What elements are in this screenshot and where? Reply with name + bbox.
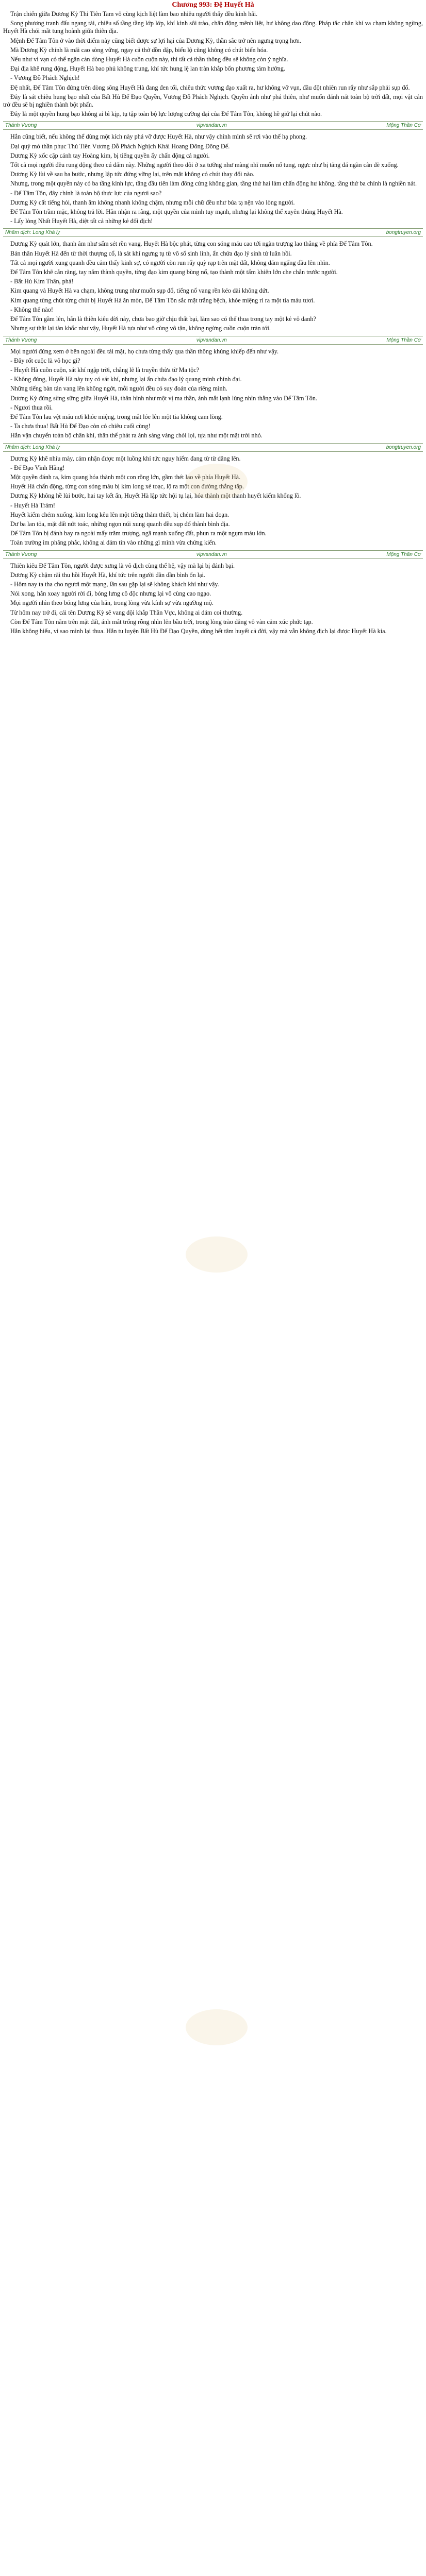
paragraph: Dương Kỳ khẽ nhíu mày, cảm nhận được một luồng khí tức nguy hiểm đang từ từ dâng lên. xyxy=(10,454,241,462)
watermark-logo xyxy=(186,464,248,500)
paragraph: Đế Tâm Tôn khẽ cắn răng, tay nắm thành quyền, từng đạo kim quang bùng nổ, tạo thành một tấm khiên lớn che chắn trước người. xyxy=(10,268,338,276)
paragraph: Dương Kỳ cất tiếng hỏi, thanh âm không nhanh không chậm, nhưng mỗi chữ đều như búa tạ nện vào lòng người. xyxy=(10,198,295,206)
source-divider xyxy=(3,228,423,237)
paragraph: Dương Kỳ lùi về sau ba bước, nhưng lập tức đứng vững lại, trên mặt không có chút thay đổi nào. xyxy=(10,171,255,178)
paragraph: Hắn không hiểu, vì sao mình lại thua. Hắn tu luyện Bất Hủ Đế Đạo Quyền, dùng hết tâm huyết cả đời, vậy mà vẫn không địch lại được Huyết Hà kia. xyxy=(10,627,387,635)
divider-center: vipvandan.vn xyxy=(196,551,227,557)
paragraph: Từ hôm nay trở đi, cái tên Dương Kỳ sẽ vang dội khắp Thần Vực, không ai dám coi thường. xyxy=(10,608,243,616)
paragraph: Tất cả mọi người xung quanh đều cảm thấy kinh sợ, có người còn run rẩy quỳ rạp trên mặt đất, không dám ngẩng đầu lên nhìn. xyxy=(10,259,330,266)
paragraph: Còn Đế Tâm Tôn nằm trên mặt đất, ánh mắt trống rỗng nhìn lên bầu trời, trong lòng trào dâng vô vàn cảm xúc phức tạp. xyxy=(10,618,313,625)
paragraph: Toàn trường im phăng phắc, không ai dám tin vào những gì mình vừa chứng kiến. xyxy=(10,539,217,547)
paragraph: Nhưng sự thật lại tàn khốc như vậy, Huyết Hà tựa như vô cùng vô tận, không ngừng cuồn cuộn tràn tới. xyxy=(10,325,271,332)
chapter-title: Chương 993: Đệ Huyết Hà xyxy=(172,1,254,9)
source-divider xyxy=(3,336,423,345)
divider-left: Thánh Vương xyxy=(5,551,37,557)
paragraph: Nhưng, trong một quyền này có ba tầng kình lực, tầng đầu tiên làm đông cứng không gian, tầng thứ hai làm chấn động hư không, tầng thứ ba chính là nghiền nát. xyxy=(10,180,417,188)
paragraph: Huyết kiếm chém xuống, kim long kêu lên một tiếng thảm thiết, bị chém làm hai đoạn. xyxy=(10,511,230,518)
divider-right: Mộng Thần Cơ xyxy=(386,337,421,343)
paragraph: Đế Tâm Tôn gầm lên, hắn là thiên kiêu đời này, chưa bao giờ chịu thất bại, làm sao có thể thua trong tay một kẻ vô danh? xyxy=(10,315,316,323)
paragraph: Kim quang từng chút từng chút bị Huyết Hà ăn mòn, Đế Tâm Tôn sắc mặt trắng bệch, khóe miệng rỉ ra một tia máu tươi. xyxy=(10,296,315,304)
paragraph: Mọi người đứng xem ở bên ngoài đều tái mặt, họ chưa từng thấy qua thần thông khủng khiếp đến như vậy. xyxy=(10,347,279,355)
chapter-content xyxy=(3,10,423,635)
paragraph: Đế Tâm Tôn lau vệt máu nơi khóe miệng, trong mắt lóe lên một tia không cam lòng. xyxy=(10,413,223,420)
paragraph: Đại quý mở thần phục Thủ Tiên Vương Đỗ Phách Nghịch Khải Hoang Đông Đông Đế. xyxy=(10,142,230,150)
paragraph: - Đây rốt cuộc là võ học gì? xyxy=(10,357,80,364)
paragraph: Mà Dương Kỳ chính là mãi cao sòng vững, ngay cả thở dồn dập, biểu lộ cũng không có chút biến hóa. xyxy=(10,46,268,54)
paragraph: Nếu như vì vạn có thể ngăn cản dòng Huyết Hà cuồn cuộn này, thì tất cả thần thông đều sẽ không còn ý nghĩa. xyxy=(10,56,288,63)
paragraph: Trận chiến giữa Dương Kỳ Thi Tiên Tam vô cùng kịch liệt làm bao nhiêu người thấy đều kinh hãi. xyxy=(10,10,258,18)
paragraph: Dư ba lan tỏa, mặt đất nứt toác, những ngọn núi xung quanh đều sụp đổ thành bình địa. xyxy=(10,520,230,528)
paragraph: - Ta chưa thua! Bất Hủ Đế Đạo còn có chiêu cuối cùng! xyxy=(10,422,151,430)
paragraph: - Vương Đỗ Phách Nghịch! xyxy=(10,74,80,82)
divider-right: bongtruyen.org xyxy=(386,444,421,450)
paragraph: Song phương tranh đấu ngang tài, chiêu số tầng tầng lớp lớp, khí kình sôi trào, chấn động mênh liệt, hư không dao động. Pháp tắc chân khí va chạm không ngừng, Huyết Hà chói mắt tung hoành giữa thiên địa. xyxy=(3,20,423,35)
paragraph: Dương Kỳ đứng sừng sững giữa Huyết Hà, thân hình như một vị ma thần, ánh mắt lạnh lùng nhìn thẳng vào Đế Tâm Tôn. xyxy=(10,394,318,402)
paragraph: - Không thể nào! xyxy=(10,306,53,313)
divider-right: Mộng Thần Cơ xyxy=(386,123,421,129)
paragraph: Đại địa khẽ rung động, Huyết Hà bao phủ không trung, khí tức hung lệ lan tràn khắp bốn phương tám hướng. xyxy=(10,65,285,73)
divider-right: Mộng Thần Cơ xyxy=(386,551,421,557)
paragraph: Đây là một quyền hung bạo không ai bì kịp, tụ tập toàn bộ lực lượng cường đại của Đế Tâm Tôn, không hề giữ lại chút nào. xyxy=(10,110,322,118)
paragraph: Tốt cả mọi người đều rung động theo cú đấm này. Những người theo dõi ở xa tưởng như màng nhĩ muốn nổ tung, ngực như bị tảng đá ngàn cân đè xuống. xyxy=(10,161,399,169)
source-divider xyxy=(3,550,423,559)
paragraph: Đế Tâm Tôn bị đánh bay ra ngoài mấy trăm trượng, ngã mạnh xuống đất, phun ra một ngụm máu lớn. xyxy=(10,530,267,537)
paragraph: Dương Kỳ xốc cặp cánh tay Hoàng kim, bị tiếng quyền ấy chấn động cả người. xyxy=(10,151,210,159)
paragraph: Mọi người nhìn theo bóng lưng của hắn, trong lòng vừa kính sợ vừa ngưỡng mộ. xyxy=(10,599,214,607)
paragraph: Một quyền đánh ra, kim quang hóa thành một con rồng lớn, gầm thét lao về phía Huyết Hà. xyxy=(10,473,241,481)
paragraph: - Huyết Hà cuồn cuộn, sát khí ngập trời, chẳng lẽ là truyền thừa từ Ma tộc? xyxy=(10,366,200,374)
divider-left: Nhâm dịch: Long Khá lỵ xyxy=(5,444,60,450)
paragraph: Dương Kỳ quát lớn, thanh âm như sấm sét rền vang. Huyết Hà bộc phát, từng con sóng máu cao tới ngàn trượng lao thẳng về phía Đế Tâm Tôn. xyxy=(10,240,373,248)
paragraph: - Hôm nay ta tha cho ngươi một mạng, lần sau gặp lại sẽ không khách khí như vậy. xyxy=(10,580,219,588)
paragraph: Dương Kỳ chậm rãi thu hồi Huyết Hà, khí tức trên người dần dần bình ổn lại. xyxy=(10,571,205,579)
source-divider xyxy=(3,443,423,452)
divider-left: Thánh Vương xyxy=(5,123,37,129)
watermark-logo xyxy=(186,1236,248,1273)
paragraph: Bản thân Huyết Hà đến từ thời thượng cổ, là sát khí ngưng tụ từ vô số sinh linh, ẩn chứa đạo lý sinh tử luân hồi. xyxy=(10,249,292,257)
paragraph: - Không đúng, Huyết Hà này tuy có sát khí, nhưng lại ẩn chứa đạo lý quang minh chính đại. xyxy=(10,376,242,383)
paragraph: - Huyết Hà Trảm! xyxy=(10,501,55,509)
paragraph: Thiên kiêu Đế Tâm Tôn, người được xưng là vô địch cùng thế hệ, vậy mà lại bị đánh bại. xyxy=(10,562,235,569)
paragraph: Đệ nhất, Đế Tâm Tôn đứng trên dòng sông Huyết Hà đang đen tối, chiêu thức vương đạo xuất ra, hư không vỡ vụn, đầu đột nhiên run rẩy như sắp phải sụp đổ. xyxy=(10,83,410,91)
paragraph: Nói xong, hắn xoay người rời đi, bóng lưng cô độc nhưng lại vô cùng cao ngạo. xyxy=(10,590,211,598)
divider-left: Nhâm dịch: Long Khá lỵ xyxy=(5,230,60,236)
divider-center: vipvandan.vn xyxy=(196,123,227,129)
paragraph: Huyết Hà chấn động, từng con sóng máu bị kim long xé toạc, lộ ra một con đường thẳng tắp. xyxy=(10,483,244,490)
paragraph: - Bất Hủ Kim Thân, phá! xyxy=(10,278,74,285)
paragraph: Đế Tâm Tôn trầm mặc, không trả lời. Hắn nhận ra rằng, một quyền của mình tuy mạnh, nhưng lại không thể xuyên thủng Huyết Hà. xyxy=(10,208,343,216)
paragraph: - Ngươi thua rồi. xyxy=(10,403,53,411)
divider-right: bongtruyen.org xyxy=(386,230,421,236)
watermark-logo xyxy=(186,2009,248,2045)
divider-left: Thánh Vương xyxy=(5,337,37,343)
paragraph: - Đế Đạo Vĩnh Hằng! xyxy=(10,464,65,471)
paragraph: Kim quang và Huyết Hà va chạm, không trung như muốn sụp đổ, tiếng nổ vang rền kéo dài không dứt. xyxy=(10,287,269,295)
paragraph: - Lấy lòng Nhất Huyết Hà, diệt tất cả những kẻ đối địch! xyxy=(10,217,153,225)
paragraph: Hắn cũng biết, nếu không thể dùng một kích này phá vỡ được Huyết Hà, như vậy chính mình sẽ rơi vào thế hạ phong. xyxy=(10,133,307,141)
paragraph: Đây là sát chiêu hung bạo nhất của Bất Hủ Đế Đạo Quyền, Vương Đỗ Phách Nghịch. Quyền ảnh như phá thiên, như muốn đánh nát toàn bộ trời đất, mọi vật cản trở đều sẽ bị nghiền thành bột phấn. xyxy=(3,93,423,109)
source-divider xyxy=(3,121,423,130)
paragraph: Những tiếng bàn tán vang lên không ngớt, mỗi người đều có suy đoán của riêng mình. xyxy=(10,385,227,393)
paragraph: - Đế Tâm Tôn, đây chính là toàn bộ thực lực của ngươi sao? xyxy=(10,189,162,197)
paragraph: Dương Kỳ không hề lùi bước, hai tay kết ấn, Huyết Hà lập tức hội tụ lại, hóa thành một thanh huyết kiếm khổng lồ. xyxy=(10,492,301,500)
paragraph: Mệnh Đế Tâm Tôn ở vào thời điểm này cũng biết được sự lợi hại của Dương Kỳ, thần sắc trở nên ngưng trọng hơn. xyxy=(10,37,301,44)
paragraph: Hắn vận chuyển toàn bộ chân khí, thân thể phát ra ánh sáng vàng chói lọi, tựa như một mặt trời nhỏ. xyxy=(10,432,263,439)
divider-center: vipvandan.vn xyxy=(196,337,227,343)
